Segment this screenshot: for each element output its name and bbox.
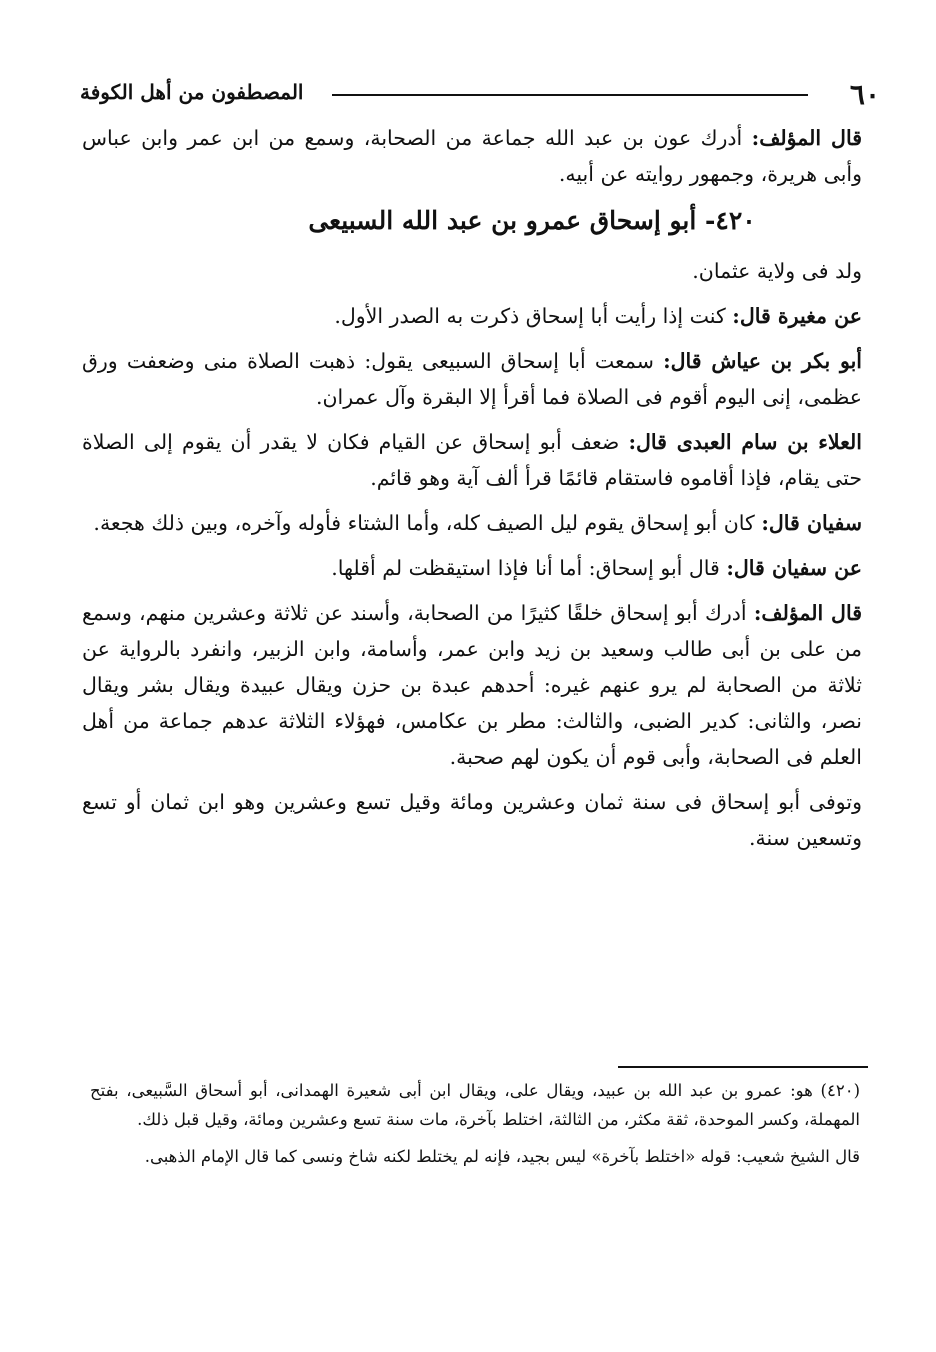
paragraph-lead: قال المؤلف:	[753, 601, 862, 625]
paragraph	[82, 120, 862, 192]
paragraph-text: ضعف أبو إسحاق عن القيام فكان لا يقدر أن يقوم إلى الصلاة حتى يقام، فإذا أقاموه فاستقام قائمًا قرأ ألف آية وهو قائم.	[82, 430, 862, 490]
page-header	[80, 78, 880, 118]
paragraph	[82, 298, 862, 334]
main-text	[82, 120, 862, 865]
footnotes	[90, 1076, 860, 1179]
paragraph-text: أدرك عون بن عبد الله جماعة من الصحابة، وسمع من ابن عمر وابن عباس وأبى هريرة، وجمهور روايته عن أبيه.	[82, 126, 862, 186]
paragraph-text: قال أبو إسحاق: أما أنا فإذا استيقظت لم أقلها.	[331, 556, 720, 580]
paragraph-text: وتوفى أبو إسحاق فى سنة ثمان وعشرين ومائة وقيل تسع وعشرين وهو ابن ثمان أو تسع وتسعين سنة.	[82, 790, 862, 850]
footnote: قال الشيخ شعيب: قوله «اختلط بآخرة» ليس بجيد، فإنه لم يختلط لكنه شاخ ونسى كما قال الإمام الذهبى.	[144, 1147, 860, 1166]
running-title: المصطفون من أهل الكوفة	[80, 80, 304, 104]
paragraph	[82, 343, 862, 415]
paragraph	[82, 550, 862, 586]
paragraph-text: ولد فى ولاية عثمان.	[692, 259, 862, 283]
page-number: ٦٠	[849, 78, 880, 111]
paragraph-text: أدرك أبو إسحاق خلقًا كثيرًا من الصحابة، وأسند عن ثلاثة وعشرين منهم، وسمع من على بن أبى طالب وسعيد بن زيد وابن عمر، وأسامة، وابن الزبير، وانفرد بالرواية عن ثلاثة من الصحابة لم يرو عنهم غيره: أحدهم عبدة بن حزن ويقال عبيدة ويقال بشر ويقال نصر، والثانى: كدير الضبى، والثالث: مطر بن عكامس، فهؤلاء الثلاثة عدهم جماعة من أهل العلم فى الصحابة، وأبى قوم أن يكون لهم صحبة.	[82, 601, 862, 769]
paragraph	[82, 784, 862, 856]
paragraph-text: سمعت أبا إسحاق السبيعى يقول: ذهبت الصلاة منى وضعفت ورق عظمى، إنى اليوم أقوم فى الصلاة فما أقرأ إلا البقرة وآل عمران.	[82, 349, 862, 409]
paragraph	[82, 505, 862, 541]
footnote-rule	[618, 1066, 868, 1068]
paragraph-lead: عن سفيان قال:	[726, 556, 862, 580]
paragraph-text: كان أبو إسحاق يقوم ليل الصيف كله، وأما الشتاء فأوله وآخره، وبين ذلك هجعة.	[93, 511, 755, 535]
paragraph-lead: أبو بكر بن عياش قال:	[663, 349, 862, 373]
paragraph	[82, 595, 862, 775]
header-rule	[332, 94, 808, 96]
paragraph-lead: قال المؤلف:	[751, 126, 862, 150]
paragraph-lead: العلاء بن سام العبدى قال:	[628, 430, 862, 454]
paragraph-lead: عن مغيرة قال:	[732, 304, 862, 328]
paragraph	[82, 253, 862, 289]
footnote: (٤٢٠) هو: عمرو بن عبد الله بن عبيد، ويقال على، ويقال ابن أبى شعيرة الهمدانى، أبو أسحاق السَّبيعى، بفتح المهملة، وكسر الموحدة، ثقة مكثر، من الثالثة، اختلط بآخرة، مات سنة تسع وعشرين ومائة، وقيل قبل ذلك.	[90, 1081, 860, 1129]
paragraph-lead: سفيان قال:	[761, 511, 862, 535]
paragraph-text: كنت إذا رأيت أبا إسحاق ذكرت به الصدر الأول.	[334, 304, 726, 328]
entry-title: ٤٢٠- أبو إسحاق عمرو بن عبد الله السبيعى	[308, 206, 756, 235]
paragraph	[82, 424, 862, 496]
